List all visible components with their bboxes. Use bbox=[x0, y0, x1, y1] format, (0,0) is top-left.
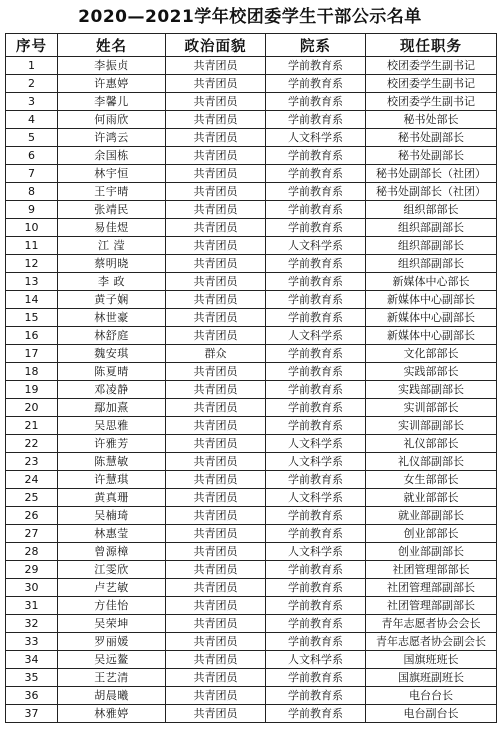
row-political-status: 共青团员 bbox=[166, 219, 266, 237]
row-department: 学前教育系 bbox=[266, 507, 366, 525]
table-row bbox=[6, 471, 497, 489]
row-name: 余国栋 bbox=[58, 147, 166, 165]
row-position: 电台台长 bbox=[366, 687, 497, 705]
row-political-status: 共青团员 bbox=[166, 75, 266, 93]
page-title: 2020—2021学年校团委学生干部公示名单 bbox=[78, 7, 422, 27]
row-index: 19 bbox=[6, 381, 58, 399]
row-department: 人文科学系 bbox=[266, 651, 366, 669]
row-position: 组织部部长 bbox=[366, 201, 497, 219]
row-department: 人文科学系 bbox=[266, 435, 366, 453]
row-political-status: 共青团员 bbox=[166, 183, 266, 201]
row-political-status: 共青团员 bbox=[166, 417, 266, 435]
row-position: 青年志愿者协会会长 bbox=[366, 615, 497, 633]
table-row bbox=[6, 93, 497, 111]
row-index: 4 bbox=[6, 111, 58, 129]
row-index: 37 bbox=[6, 705, 58, 723]
row-position: 校团委学生副书记 bbox=[366, 93, 497, 111]
row-political-status: 共青团员 bbox=[166, 687, 266, 705]
table-row bbox=[6, 561, 497, 579]
row-position: 秘书处副部长 bbox=[366, 147, 497, 165]
row-political-status: 共青团员 bbox=[166, 543, 266, 561]
row-position: 文化部部长 bbox=[366, 345, 497, 363]
row-position: 女生部部长 bbox=[366, 471, 497, 489]
row-index: 28 bbox=[6, 543, 58, 561]
row-index: 1 bbox=[6, 57, 58, 75]
row-political-status: 共青团员 bbox=[166, 507, 266, 525]
row-position: 就业部部长 bbox=[366, 489, 497, 507]
row-political-status: 共青团员 bbox=[166, 471, 266, 489]
row-department: 学前教育系 bbox=[266, 201, 366, 219]
row-department: 学前教育系 bbox=[266, 93, 366, 111]
row-index: 22 bbox=[6, 435, 58, 453]
row-department: 学前教育系 bbox=[266, 363, 366, 381]
row-index: 31 bbox=[6, 597, 58, 615]
row-position: 就业部副部长 bbox=[366, 507, 497, 525]
row-department: 学前教育系 bbox=[266, 75, 366, 93]
row-name: 林世豪 bbox=[58, 309, 166, 327]
row-position: 青年志愿者协会副会长 bbox=[366, 633, 497, 651]
row-name: 王艺清 bbox=[58, 669, 166, 687]
row-index: 27 bbox=[6, 525, 58, 543]
row-index: 36 bbox=[6, 687, 58, 705]
row-department: 学前教育系 bbox=[266, 345, 366, 363]
row-department: 学前教育系 bbox=[266, 273, 366, 291]
row-department: 学前教育系 bbox=[266, 255, 366, 273]
row-index: 13 bbox=[6, 273, 58, 291]
table-row bbox=[6, 705, 497, 723]
row-name: 林舒庭 bbox=[58, 327, 166, 345]
row-name: 黄真珊 bbox=[58, 489, 166, 507]
table-row bbox=[6, 75, 497, 93]
table-row bbox=[6, 345, 497, 363]
row-name: 易佳煜 bbox=[58, 219, 166, 237]
row-name: 卢艺敏 bbox=[58, 579, 166, 597]
row-department: 人文科学系 bbox=[266, 129, 366, 147]
row-index: 7 bbox=[6, 165, 58, 183]
table-row bbox=[6, 381, 497, 399]
row-name: 吴荣坤 bbox=[58, 615, 166, 633]
row-index: 30 bbox=[6, 579, 58, 597]
row-index: 2 bbox=[6, 75, 58, 93]
row-political-status: 共青团员 bbox=[166, 327, 266, 345]
table-row bbox=[6, 435, 497, 453]
row-index: 9 bbox=[6, 201, 58, 219]
row-index: 18 bbox=[6, 363, 58, 381]
row-political-status: 共青团员 bbox=[166, 291, 266, 309]
row-position: 社团管理部副部长 bbox=[366, 597, 497, 615]
row-index: 34 bbox=[6, 651, 58, 669]
row-index: 21 bbox=[6, 417, 58, 435]
row-index: 35 bbox=[6, 669, 58, 687]
table-row bbox=[6, 183, 497, 201]
table-row bbox=[6, 633, 497, 651]
row-department: 学前教育系 bbox=[266, 615, 366, 633]
row-department: 学前教育系 bbox=[266, 579, 366, 597]
row-name: 方佳怡 bbox=[58, 597, 166, 615]
row-political-status: 共青团员 bbox=[166, 615, 266, 633]
row-position: 新媒体中心副部长 bbox=[366, 309, 497, 327]
row-index: 5 bbox=[6, 129, 58, 147]
row-political-status: 共青团员 bbox=[166, 309, 266, 327]
row-index: 33 bbox=[6, 633, 58, 651]
row-position: 新媒体中心副部长 bbox=[366, 327, 497, 345]
row-name: 王宇晴 bbox=[58, 183, 166, 201]
row-name: 胡晨曦 bbox=[58, 687, 166, 705]
table-row bbox=[6, 597, 497, 615]
row-political-status: 共青团员 bbox=[166, 453, 266, 471]
row-name: 林雅婷 bbox=[58, 705, 166, 723]
header-department: 院系 bbox=[266, 34, 366, 57]
row-position: 组织部副部长 bbox=[366, 237, 497, 255]
table-row bbox=[6, 669, 497, 687]
row-position: 秘书处副部长（社团） bbox=[366, 165, 497, 183]
row-political-status: 共青团员 bbox=[166, 633, 266, 651]
row-name: 李振贞 bbox=[58, 57, 166, 75]
row-department: 学前教育系 bbox=[266, 471, 366, 489]
row-political-status: 共青团员 bbox=[166, 57, 266, 75]
row-name: 江雯欣 bbox=[58, 561, 166, 579]
row-political-status: 共青团员 bbox=[166, 129, 266, 147]
row-position: 秘书处部长 bbox=[366, 111, 497, 129]
row-political-status: 共青团员 bbox=[166, 93, 266, 111]
row-index: 17 bbox=[6, 345, 58, 363]
roster-body bbox=[6, 57, 497, 723]
table-row bbox=[6, 201, 497, 219]
row-department: 学前教育系 bbox=[266, 705, 366, 723]
table-row bbox=[6, 687, 497, 705]
row-name: 蔡明晓 bbox=[58, 255, 166, 273]
row-position: 新媒体中心副部长 bbox=[366, 291, 497, 309]
row-name: 林惠莹 bbox=[58, 525, 166, 543]
row-department: 人文科学系 bbox=[266, 237, 366, 255]
row-name: 陈夏晴 bbox=[58, 363, 166, 381]
table-row bbox=[6, 453, 497, 471]
row-index: 25 bbox=[6, 489, 58, 507]
row-political-status: 共青团员 bbox=[166, 435, 266, 453]
row-position: 组织部副部长 bbox=[366, 219, 497, 237]
row-political-status: 共青团员 bbox=[166, 651, 266, 669]
row-position: 社团管理部副部长 bbox=[366, 579, 497, 597]
row-political-status: 共青团员 bbox=[166, 561, 266, 579]
row-name: 曾源樟 bbox=[58, 543, 166, 561]
row-index: 29 bbox=[6, 561, 58, 579]
row-name: 林宇恒 bbox=[58, 165, 166, 183]
row-political-status: 共青团员 bbox=[166, 381, 266, 399]
table-row bbox=[6, 525, 497, 543]
header-index: 序号 bbox=[6, 34, 58, 57]
table-row bbox=[6, 363, 497, 381]
row-position: 秘书处副部长（社团） bbox=[366, 183, 497, 201]
row-name: 罗丽媛 bbox=[58, 633, 166, 651]
table-row bbox=[6, 129, 497, 147]
row-department: 人文科学系 bbox=[266, 543, 366, 561]
row-department: 人文科学系 bbox=[266, 489, 366, 507]
row-department: 学前教育系 bbox=[266, 525, 366, 543]
row-name: 许鸿云 bbox=[58, 129, 166, 147]
table-row bbox=[6, 327, 497, 345]
row-index: 32 bbox=[6, 615, 58, 633]
table-row bbox=[6, 507, 497, 525]
row-index: 16 bbox=[6, 327, 58, 345]
row-name: 黄子娴 bbox=[58, 291, 166, 309]
table-row bbox=[6, 57, 497, 75]
row-political-status: 共青团员 bbox=[166, 201, 266, 219]
row-name: 魏安琪 bbox=[58, 345, 166, 363]
table-row bbox=[6, 111, 497, 129]
row-department: 学前教育系 bbox=[266, 147, 366, 165]
row-political-status: 共青团员 bbox=[166, 237, 266, 255]
row-position: 实践部副部长 bbox=[366, 381, 497, 399]
row-political-status: 共青团员 bbox=[166, 669, 266, 687]
row-political-status: 共青团员 bbox=[166, 525, 266, 543]
row-position: 创业部部长 bbox=[366, 525, 497, 543]
header-political-status: 政治面貌 bbox=[166, 34, 266, 57]
header-position: 现任职务 bbox=[366, 34, 497, 57]
row-political-status: 共青团员 bbox=[166, 147, 266, 165]
row-position: 新媒体中心部长 bbox=[366, 273, 497, 291]
row-name: 鄢加熹 bbox=[58, 399, 166, 417]
row-index: 24 bbox=[6, 471, 58, 489]
row-name: 张靖民 bbox=[58, 201, 166, 219]
header-row bbox=[6, 34, 497, 57]
table-row bbox=[6, 543, 497, 561]
row-index: 10 bbox=[6, 219, 58, 237]
row-political-status: 共青团员 bbox=[166, 579, 266, 597]
row-department: 学前教育系 bbox=[266, 291, 366, 309]
row-name: 陈慧敏 bbox=[58, 453, 166, 471]
table-row bbox=[6, 165, 497, 183]
row-position: 国旗班副班长 bbox=[366, 669, 497, 687]
row-name: 何雨欣 bbox=[58, 111, 166, 129]
row-department: 学前教育系 bbox=[266, 597, 366, 615]
row-name: 李馨儿 bbox=[58, 93, 166, 111]
row-position: 礼仪部副部长 bbox=[366, 453, 497, 471]
row-name: 江 滢 bbox=[58, 237, 166, 255]
row-position: 创业部副部长 bbox=[366, 543, 497, 561]
row-political-status: 共青团员 bbox=[166, 363, 266, 381]
row-position: 实训部副部长 bbox=[366, 417, 497, 435]
row-name: 吴远鳌 bbox=[58, 651, 166, 669]
row-name: 许慧琪 bbox=[58, 471, 166, 489]
row-position: 秘书处副部长 bbox=[366, 129, 497, 147]
row-index: 15 bbox=[6, 309, 58, 327]
table-row bbox=[6, 147, 497, 165]
row-department: 学前教育系 bbox=[266, 399, 366, 417]
row-index: 12 bbox=[6, 255, 58, 273]
row-name: 吴思雅 bbox=[58, 417, 166, 435]
row-position: 电台副台长 bbox=[366, 705, 497, 723]
row-political-status: 共青团员 bbox=[166, 111, 266, 129]
row-political-status: 共青团员 bbox=[166, 489, 266, 507]
row-political-status: 共青团员 bbox=[166, 165, 266, 183]
table-row bbox=[6, 219, 497, 237]
table-row bbox=[6, 309, 497, 327]
row-position: 实训部部长 bbox=[366, 399, 497, 417]
row-index: 20 bbox=[6, 399, 58, 417]
cadre-roster-table bbox=[5, 33, 497, 723]
row-index: 14 bbox=[6, 291, 58, 309]
row-name: 许雅芳 bbox=[58, 435, 166, 453]
row-index: 6 bbox=[6, 147, 58, 165]
row-index: 11 bbox=[6, 237, 58, 255]
header-name: 姓名 bbox=[58, 34, 166, 57]
row-department: 学前教育系 bbox=[266, 219, 366, 237]
table-row bbox=[6, 489, 497, 507]
row-index: 23 bbox=[6, 453, 58, 471]
row-department: 人文科学系 bbox=[266, 453, 366, 471]
row-position: 校团委学生副书记 bbox=[366, 75, 497, 93]
row-department: 人文科学系 bbox=[266, 327, 366, 345]
row-position: 校团委学生副书记 bbox=[366, 57, 497, 75]
row-department: 学前教育系 bbox=[266, 633, 366, 651]
row-department: 学前教育系 bbox=[266, 309, 366, 327]
row-department: 学前教育系 bbox=[266, 687, 366, 705]
row-political-status: 群众 bbox=[166, 345, 266, 363]
row-political-status: 共青团员 bbox=[166, 399, 266, 417]
row-department: 学前教育系 bbox=[266, 165, 366, 183]
row-index: 26 bbox=[6, 507, 58, 525]
row-department: 学前教育系 bbox=[266, 57, 366, 75]
row-political-status: 共青团员 bbox=[166, 273, 266, 291]
table-row bbox=[6, 417, 497, 435]
row-position: 国旗班班长 bbox=[366, 651, 497, 669]
row-department: 学前教育系 bbox=[266, 561, 366, 579]
table-row bbox=[6, 291, 497, 309]
row-political-status: 共青团员 bbox=[166, 255, 266, 273]
table-row bbox=[6, 273, 497, 291]
row-position: 实践部部长 bbox=[366, 363, 497, 381]
row-name: 吴楠琦 bbox=[58, 507, 166, 525]
row-index: 8 bbox=[6, 183, 58, 201]
row-department: 学前教育系 bbox=[266, 669, 366, 687]
row-index: 3 bbox=[6, 93, 58, 111]
row-political-status: 共青团员 bbox=[166, 705, 266, 723]
table-row bbox=[6, 651, 497, 669]
table-row bbox=[6, 237, 497, 255]
row-political-status: 共青团员 bbox=[166, 597, 266, 615]
row-name: 许惠婷 bbox=[58, 75, 166, 93]
table-row bbox=[6, 579, 497, 597]
row-department: 学前教育系 bbox=[266, 183, 366, 201]
row-name: 李 政 bbox=[58, 273, 166, 291]
table-row bbox=[6, 255, 497, 273]
row-name: 邓凌静 bbox=[58, 381, 166, 399]
row-department: 学前教育系 bbox=[266, 417, 366, 435]
row-department: 学前教育系 bbox=[266, 381, 366, 399]
row-position: 组织部副部长 bbox=[366, 255, 497, 273]
row-position: 礼仪部部长 bbox=[366, 435, 497, 453]
row-department: 学前教育系 bbox=[266, 111, 366, 129]
table-row bbox=[6, 615, 497, 633]
row-position: 社团管理部部长 bbox=[366, 561, 497, 579]
table-row bbox=[6, 399, 497, 417]
